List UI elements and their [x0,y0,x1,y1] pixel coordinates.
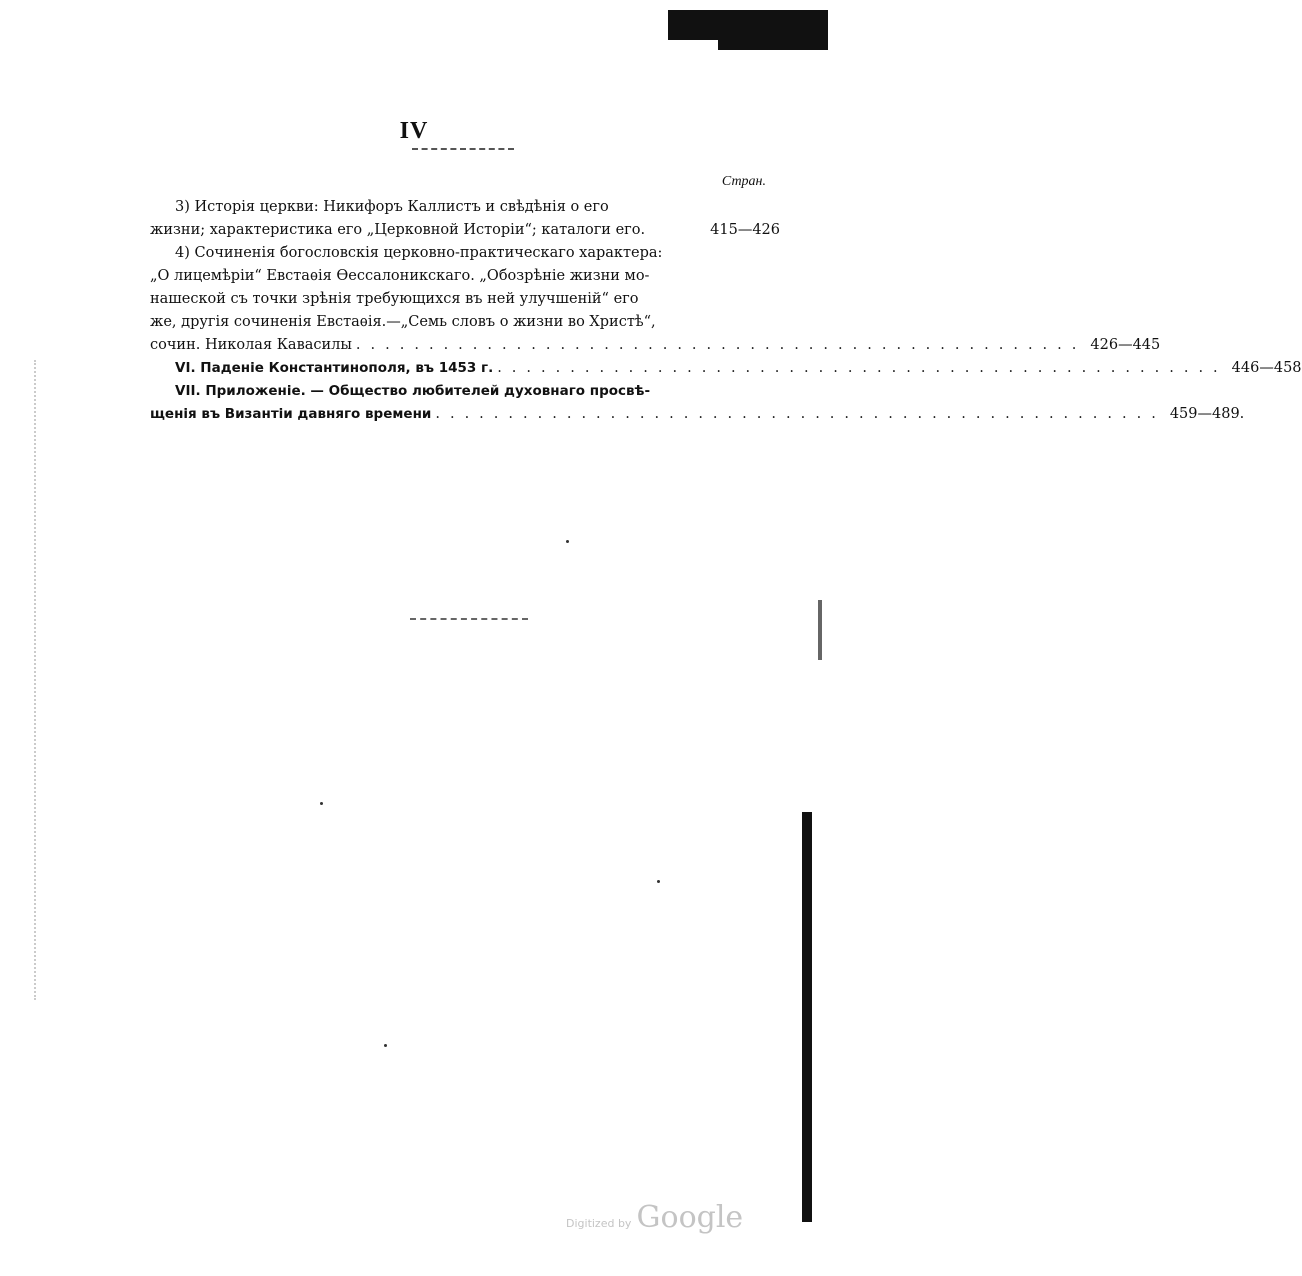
dot-leader: .................................................. [435,406,1166,422]
table-of-contents [150,196,1302,426]
ornamental-rule-top [412,148,514,150]
toc-page-range: 459—489. [1169,406,1245,422]
toc-entry [150,357,1302,380]
toc-line [150,265,780,288]
toc-line-text: 3) Исторія церкви: Никифоръ Каллистъ и свѣдѣнія о его [175,199,609,215]
toc-page-range: 426—445 [1090,337,1161,353]
toc-line-text: VII. Приложеніе. — Общество любителей духовнаго просвѣ- [175,383,651,399]
column-heading: Стран. [721,174,766,189]
toc-line [150,196,780,219]
scan-speck [384,1044,387,1047]
toc-line [150,219,780,242]
dot-leader: .................................................. [355,337,1087,353]
ornamental-rule-middle [410,618,528,620]
watermark-prefix: Digitized by [566,1217,632,1230]
toc-entry [150,380,1245,426]
toc-line [150,311,780,334]
toc-line [150,334,1161,357]
google-logo: Google [636,1200,744,1235]
toc-line-text: VI. Паденіе Константинополя, въ 1453 г. [175,360,494,376]
dot-leader: .................................................. [497,360,1228,376]
toc-line-text: же, другія сочиненія Евстаѳія.—„Семь словъ о жизни во Христѣ“, [150,314,656,330]
toc-line [150,403,1245,426]
scan-speck [657,880,660,883]
page-number: IV [399,118,429,144]
toc-line [150,242,780,265]
scan-border-right [802,812,812,1222]
toc-entry [150,242,1161,357]
scan-speck [320,802,323,805]
toc-line-text: нашеской съ точки зрѣнія требующихся въ ней улучшеній“ его [150,291,639,307]
toc-line [150,288,780,311]
toc-entry [150,196,780,242]
toc-line [150,380,780,403]
scan-border-right-2 [818,600,822,660]
toc-page-range: 446—458 [1231,360,1302,376]
toc-line-text: щенія въ Византіи давняго времени [150,406,432,422]
toc-page-range: 415—426 [710,222,780,238]
scan-speck [566,540,569,543]
toc-line-text: сочин. Николая Кавасилы [150,337,352,353]
digitized-by-google-watermark [566,1200,743,1235]
toc-line-text: 4) Сочиненія богословскія церковно-практическаго характера: [175,245,663,261]
scan-edge-dots [34,360,38,1000]
toc-line-text: жизни; характеристика его „Церковной Исторіи“; каталоги его. [150,222,646,238]
toc-line-text: „О лицемѣріи“ Евстаѳія Ѳессалоникскаго. „Обозрѣніе жизни мо- [150,268,650,284]
scan-border-top-2 [718,30,828,50]
toc-line [150,357,1302,380]
